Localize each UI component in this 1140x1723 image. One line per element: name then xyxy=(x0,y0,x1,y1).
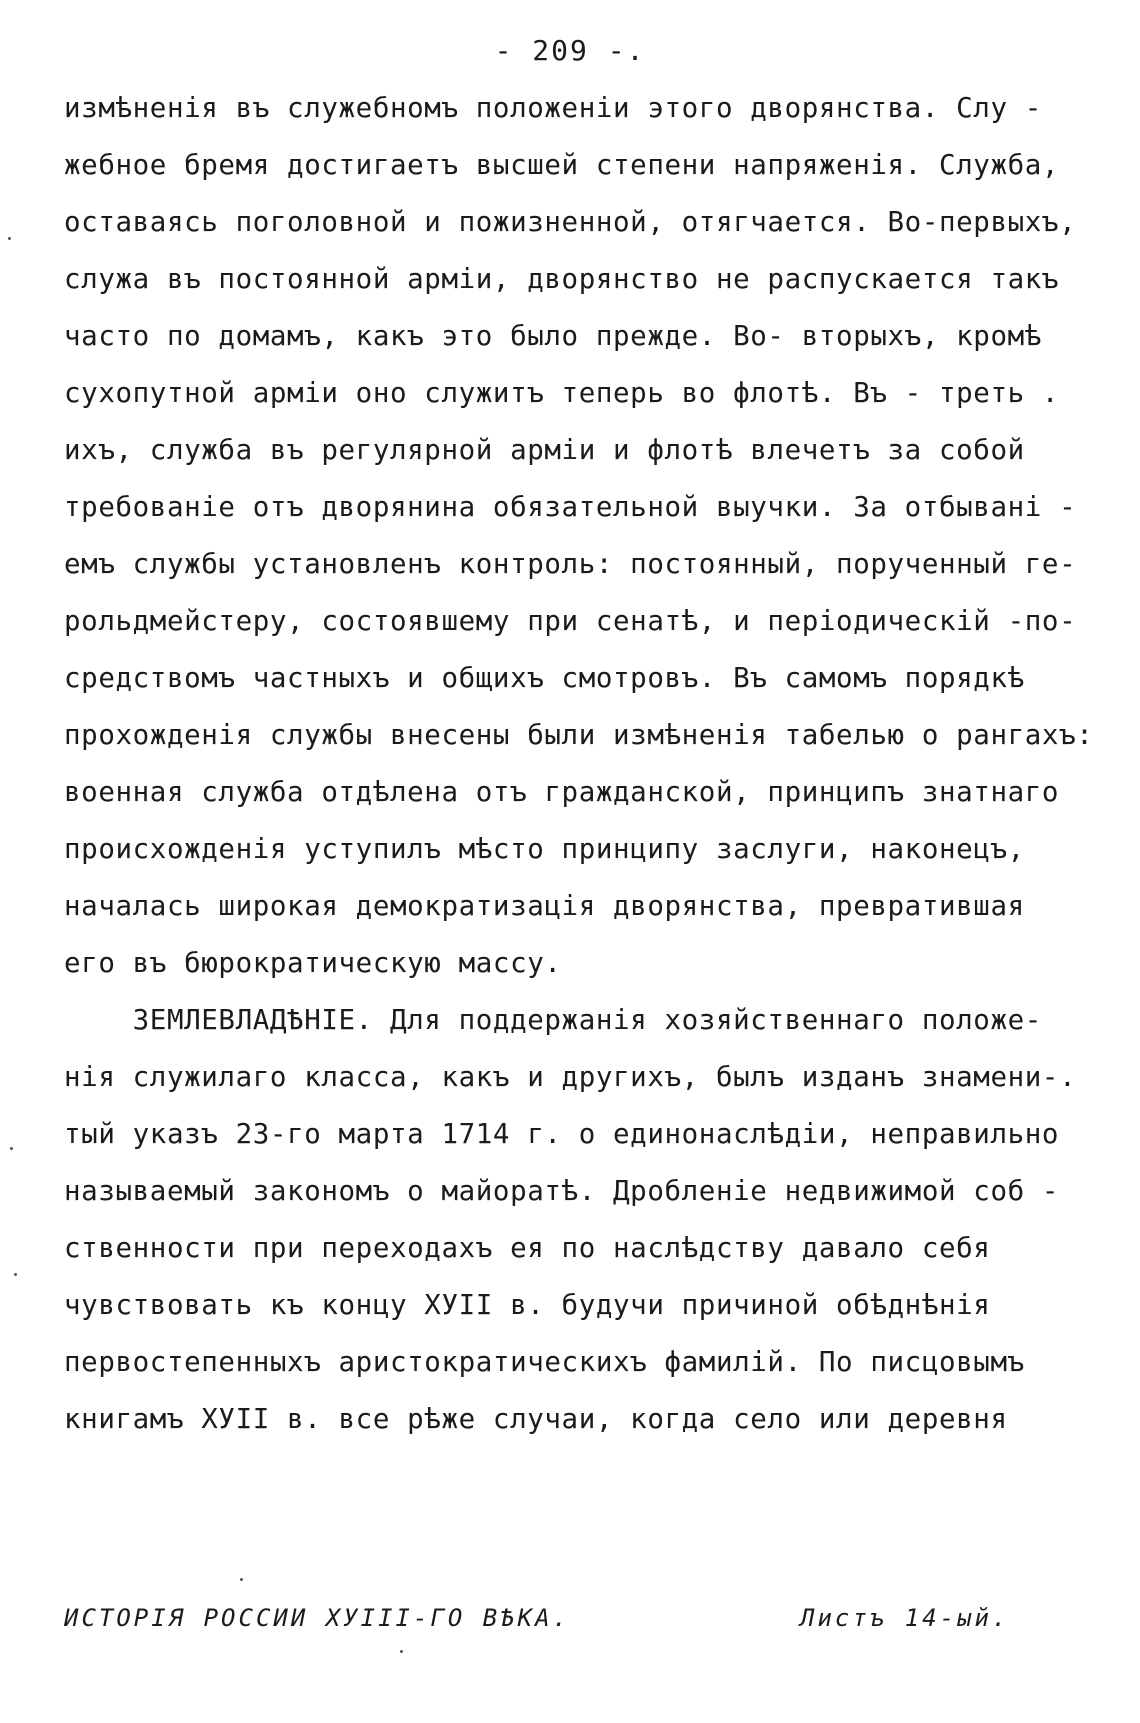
scan-speck xyxy=(400,1650,403,1653)
text-line: его въ бюрократическую массу. xyxy=(64,947,562,979)
text-line: ственности при переходахъ ея по наслѣдству давало себя xyxy=(64,1232,991,1264)
footer-sheet-number: Листъ 14-ый. xyxy=(800,1604,1010,1632)
text-line: жебное бремя достигаетъ высшей степени напряженія. Служба, xyxy=(64,149,1060,181)
text-line: требованіе отъ дворянина обязательной выучки. За отбывані - xyxy=(64,491,1077,523)
text-line: емъ службы установленъ контроль: постоянный, порученный ге- xyxy=(64,548,1077,580)
text-line: измѣненія въ служебномъ положеніи этого дворянства. Слу - xyxy=(64,92,1042,124)
text-line: называемый закономъ о майоратѣ. Дробленіе недвижимой соб - xyxy=(64,1175,1060,1207)
text-line: книгамъ ХУІІ в. все рѣже случаи, когда село или деревня xyxy=(64,1403,1008,1435)
scan-speck xyxy=(8,237,11,240)
scan-speck xyxy=(240,1578,243,1581)
text-line: часто по домамъ, какъ это было прежде. Во- вторыхъ, кромѣ xyxy=(64,320,1042,352)
scan-speck xyxy=(10,1147,13,1150)
text-line: первостепенныхъ аристократическихъ фамилій. По писцовымъ xyxy=(64,1346,1025,1378)
page-number: - 209 -. xyxy=(494,34,646,67)
footer-title: ИСТОРІЯ РОССИИ ХУІІІ-ГО ВѢКА. xyxy=(64,1604,571,1632)
text-line: происхожденія уступилъ мѣсто принципу заслуги, наконецъ, xyxy=(64,833,1025,865)
text-line: сухопутной арміи оно служитъ теперь во флотѣ. Въ - треть . xyxy=(64,377,1060,409)
text-line: ихъ, служба въ регулярной арміи и флотѣ влечетъ за собой xyxy=(64,434,1025,466)
scan-speck xyxy=(14,1273,17,1276)
text-line: нія служилаго класса, какъ и другихъ, былъ изданъ знамени-. xyxy=(64,1061,1077,1093)
text-line: оставаясь поголовной и пожизненной, отягчается. Во-первыхъ, xyxy=(64,206,1077,238)
text-line: началась широкая демократизація дворянства, превратившая xyxy=(64,890,1025,922)
text-line: военная служба отдѣлена отъ гражданской, принципъ знатнаго xyxy=(64,776,1060,808)
text-line: служа въ постоянной арміи, дворянство не распускается такъ xyxy=(64,263,1060,295)
text-line: прохожденія службы внесены были измѣненія табелью о рангахъ: xyxy=(64,719,1094,751)
text-line: ЗЕМЛЕВЛАДѢНІЕ. Для поддержанія хозяйственнаго положе- xyxy=(64,1004,1042,1036)
text-line: рольдмейстеру, состоявшему при сенатѣ, и періодическій -по- xyxy=(64,605,1077,637)
text-line: чувствовать къ концу ХУІІ в. будучи причиной обѣднѣнія xyxy=(64,1289,991,1321)
text-line: средствомъ частныхъ и общихъ смотровъ. Въ самомъ порядкѣ xyxy=(64,662,1025,694)
text-line: тый указъ 23-го марта 1714 г. о единонаслѣдіи, неправильно xyxy=(64,1118,1060,1150)
